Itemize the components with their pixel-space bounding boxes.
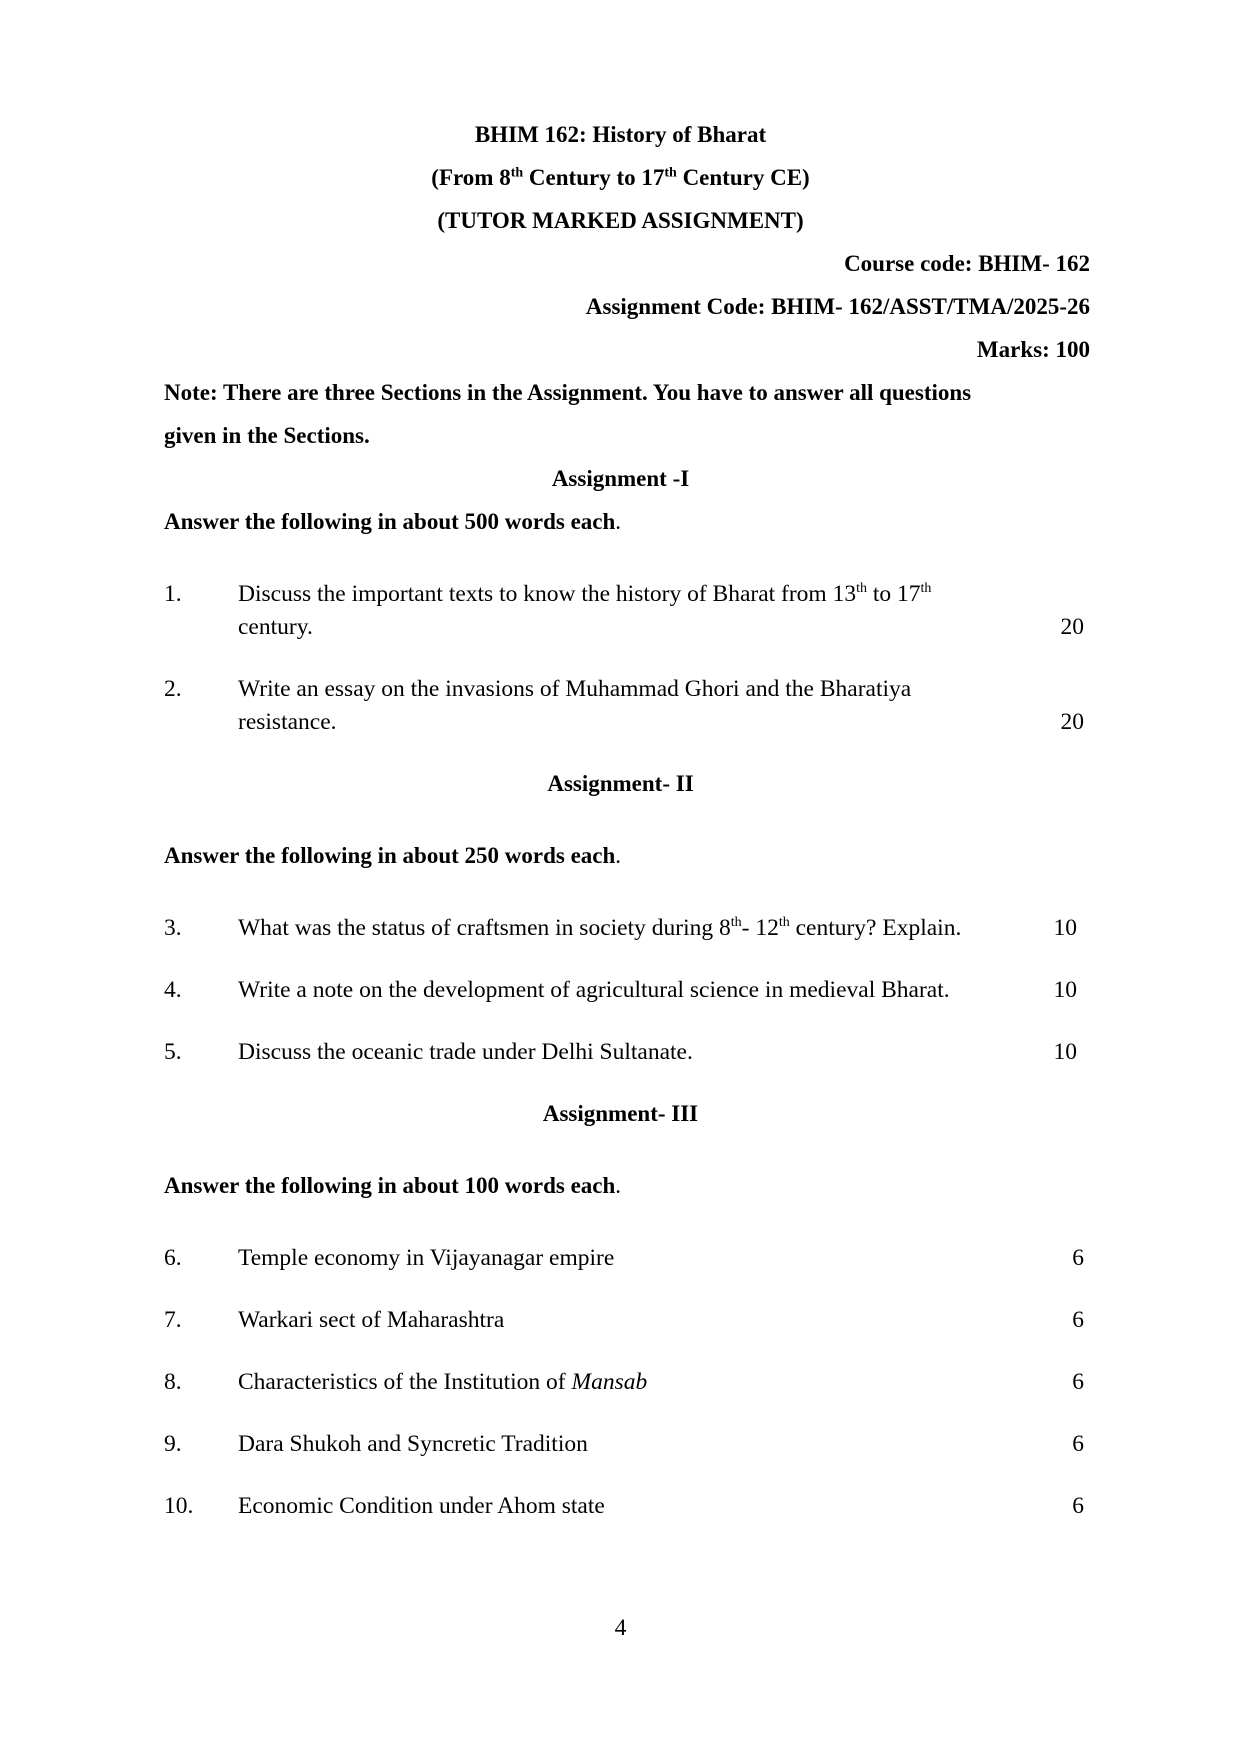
question-marks: 6 [1072,1493,1084,1519]
question-text: Economic Condition under Ahom state [238,1493,605,1519]
question-marks: 6 [1072,1369,1084,1395]
question-marks: 10 [1053,1039,1077,1065]
note-line-1: Note: There are three Sections in the Assignment. You have to answer all questions [164,380,972,405]
question-number: 4. [164,977,182,1003]
total-marks: Marks: 100 [976,337,1090,362]
question-marks: 6 [1072,1307,1084,1333]
question-text: Discuss the important texts to know the history of Bharat from 13th to 17th [238,581,932,607]
question-text: Warkari sect of Maharashtra [238,1307,505,1333]
question-marks: 20 [1060,709,1084,735]
question-number: 1. [164,581,182,607]
question-text: What was the status of craftsmen in society during 8th- 12th century? Explain. [238,915,962,941]
question-number: 9. [164,1431,182,1457]
section-instruction: Answer the following in about 100 words each. [164,1173,622,1198]
assignment-type: (TUTOR MARKED ASSIGNMENT) [437,208,804,233]
question-number: 10. [164,1493,194,1519]
question-text: Write an essay on the invasions of Muhammad Ghori and the Bharatiya [238,676,912,702]
section-title: Assignment -I [551,466,690,491]
section-title: Assignment- III [542,1101,699,1126]
question-number: 3. [164,915,182,941]
question-marks: 6 [1072,1245,1084,1271]
question-number: 5. [164,1039,182,1065]
question-text-continued: century. [238,614,313,640]
question-marks: 20 [1060,614,1084,640]
note-line-2: given in the Sections. [164,423,370,448]
question-marks: 6 [1072,1431,1084,1457]
question-text: Characteristics of the Institution of Mansab [238,1369,648,1395]
question-text: Dara Shukoh and Syncretic Tradition [238,1431,588,1457]
course-period: (From 8th Century to 17th Century CE) [431,165,810,190]
question-text: Temple economy in Vijayanagar empire [238,1245,615,1271]
course-code: Course code: BHIM- 162 [844,251,1090,276]
section-title: Assignment- II [547,771,694,796]
page-number: 4 [614,1615,627,1641]
question-number: 7. [164,1307,182,1333]
question-text: Write a note on the development of agricultural science in medieval Bharat. [238,977,950,1003]
assignment-code: Assignment Code: BHIM- 162/ASST/TMA/2025-26 [585,294,1090,319]
question-marks: 10 [1053,915,1077,941]
section-instruction: Answer the following in about 250 words each. [164,843,622,868]
course-title: BHIM 162: History of Bharat [474,122,767,147]
question-text: Discuss the oceanic trade under Delhi Sultanate. [238,1039,693,1065]
section-instruction: Answer the following in about 500 words each. [164,509,622,534]
question-number: 2. [164,676,182,702]
question-text-continued: resistance. [238,709,337,735]
question-number: 6. [164,1245,182,1271]
question-marks: 10 [1053,977,1077,1003]
question-number: 8. [164,1369,182,1395]
